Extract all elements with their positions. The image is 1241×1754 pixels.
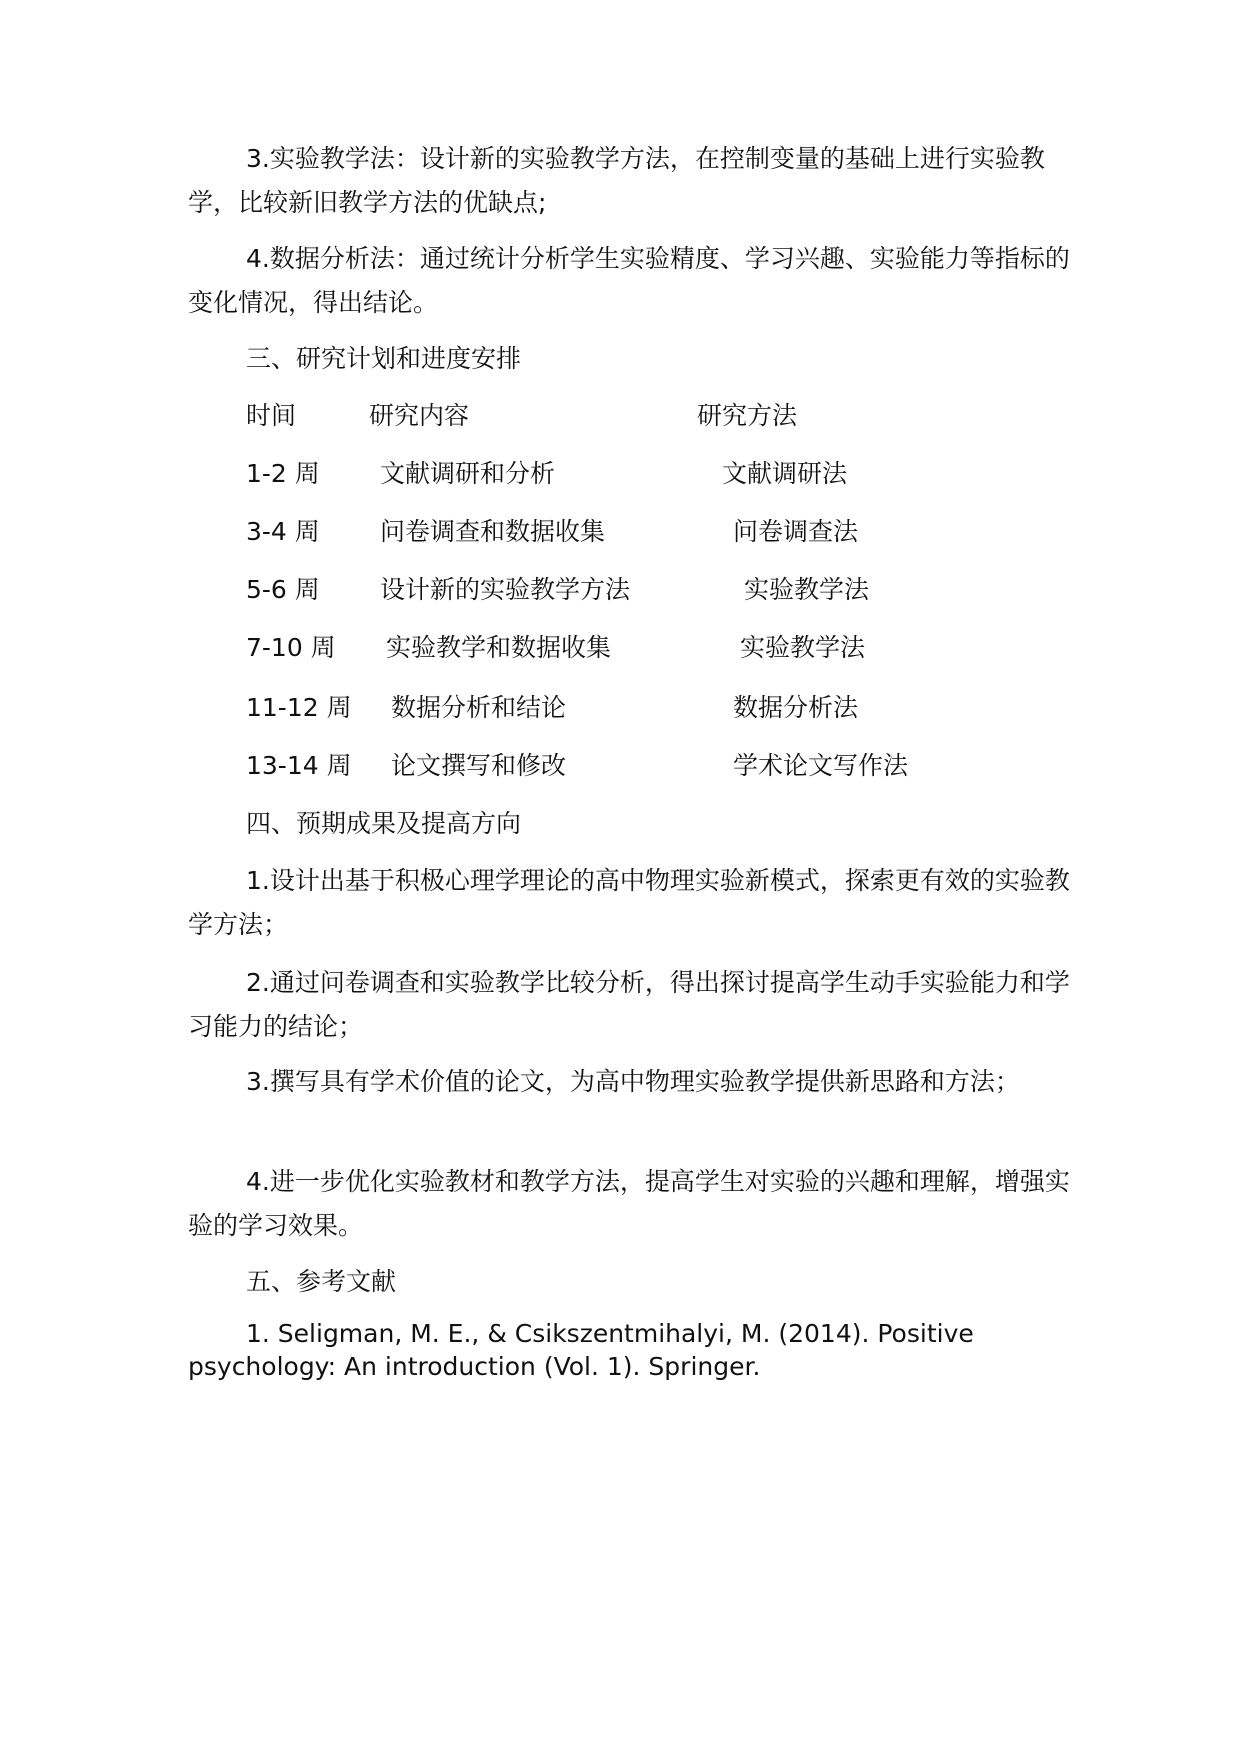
section-heading-references: 五、参考文献 — [246, 1267, 397, 1296]
row-content: 论文撰写和修改 — [391, 751, 567, 780]
header-method: 研究方法 — [697, 401, 798, 430]
row-content: 设计新的实验教学方法 — [380, 575, 631, 604]
outcome-item: 3.撰写具有学术价值的论文，为高中物理实验教学提供新思路和方法； — [246, 1067, 1020, 1096]
table-row — [0, 452, 1241, 496]
section-heading-outcomes: 四、预期成果及提高方向 — [246, 809, 522, 838]
table-row — [0, 686, 1241, 730]
table-row — [0, 626, 1241, 670]
row-method: 问卷调查法 — [733, 517, 859, 546]
row-time: 13-14 周 — [246, 751, 352, 780]
table-row — [0, 568, 1241, 612]
row-method: 学术论文写作法 — [733, 751, 909, 780]
table-row — [0, 510, 1241, 554]
row-time: 3-4 周 — [246, 517, 320, 546]
method-paragraph-3: 3.实验教学法：设计新的实验教学方法，在控制变量的基础上进行实验教学，比较新旧教学方法的优缺点; — [188, 144, 1045, 217]
header-content: 研究内容 — [369, 401, 470, 430]
section-heading-plan: 三、研究计划和进度安排 — [246, 344, 522, 373]
row-method: 数据分析法 — [733, 693, 859, 722]
row-time: 5-6 周 — [246, 575, 320, 604]
row-content: 数据分析和结论 — [391, 693, 567, 722]
row-method: 文献调研法 — [722, 459, 848, 488]
row-time: 1-2 周 — [246, 459, 320, 488]
outcome-item: 1.设计出基于积极心理学理论的高中物理实验新模式，探索更有效的实验教学方法； — [188, 866, 1070, 939]
reference-item: 1. Seligman, M. E., & Csikszentmihalyi, M. (2014). Positive psychology: An introduction (Vol. 1). Springer. — [188, 1319, 974, 1381]
row-time: 11-12 周 — [246, 693, 352, 722]
method-paragraph-4: 4.数据分析法：通过统计分析学生实验精度、学习兴趣、实验能力等指标的变化情况，得出结论。 — [188, 244, 1070, 317]
row-content: 文献调研和分析 — [380, 459, 556, 488]
outcome-item: 2.通过问卷调查和实验教学比较分析，得出探讨提高学生动手实验能力和学习能力的结论； — [188, 968, 1070, 1041]
row-method: 实验教学法 — [744, 575, 870, 604]
header-time: 时间 — [246, 401, 297, 430]
row-content: 实验教学和数据收集 — [386, 633, 612, 662]
row-content: 问卷调查和数据收集 — [380, 517, 606, 546]
row-time: 7-10 周 — [246, 633, 336, 662]
table-row — [0, 744, 1241, 788]
row-method: 实验教学法 — [740, 633, 866, 662]
table-header-row — [0, 394, 1241, 438]
outcome-item: 4.进一步优化实验教材和教学方法，提高学生对实验的兴趣和理解，增强实验的学习效果。 — [188, 1167, 1070, 1240]
